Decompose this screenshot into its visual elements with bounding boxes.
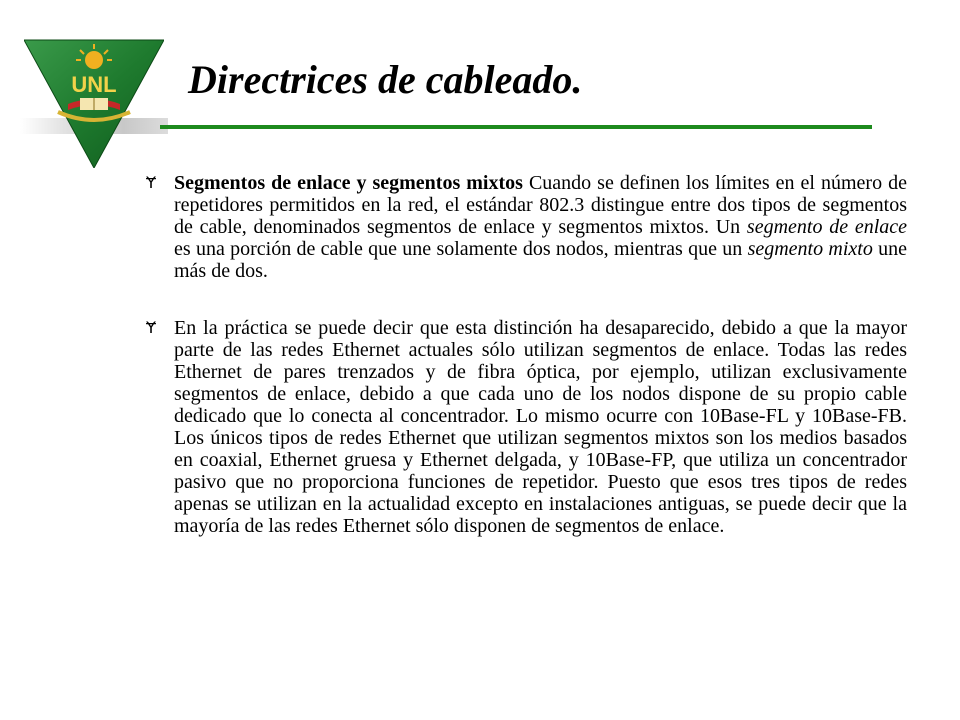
bullet-marker-icon: Ɏ: [146, 318, 156, 337]
bullet-paragraph-2: [142, 317, 907, 537]
bullet-1-italic-1: segmento de enlace: [746, 216, 908, 238]
bullet-2-text: En la práctica se puede decir que esta distinción ha desaparecido, debido a que la mayor parte de las redes Ethernet actuales sólo utilizan segmentos de enlace. Todas las redes Ethernet de pares trenzados y de fibra óptica, por ejemplo, utilizan exclusivamente segmentos de enlace, debido a que cada uno de los nodos dispone de su propio cable dedicado que lo conecta al concentrador. Lo mismo ocurre con 10Base-FL y 10Base-FB. Los únicos tipos de redes Ethernet que utilizan segmentos mixtos son los medios basados en coaxial, Ethernet gruesa y Ethernet delgada, y 10Base-FP, que utiliza un concentrador pasivo que no proporciona funciones de repetidor. Puesto que esos tres tipos de redes apenas se utilizan en la actualidad excepto en instalaciones antiguas, se puede decir que la mayoría de las redes Ethernet sólo disponen de segmentos de enlace.: [174, 317, 907, 537]
bullet-1-text-1: Cuando se definen los límites en el número de repetidores permitidos en la red, el estándar 802.3 distingue entre dos tipos de segmentos de cable, denominados segmentos de enlace y segmentos mixtos. Un: [174, 172, 907, 238]
bullet-1-italic-2: segmento mixto: [747, 238, 873, 260]
bullet-1-bold-lead: Segmentos de enlace y segmentos mixtos: [174, 172, 523, 194]
bullet-paragraph-1: [142, 172, 907, 282]
bullet-1-text-2: es una porción de cable que une solamente dos nodos, mientras que un: [174, 238, 748, 260]
page-title: Directrices de cableado.: [188, 57, 583, 102]
title-underline: [160, 125, 872, 129]
bullet-1-text-3: une más de dos.: [174, 238, 907, 282]
bullet-marker-icon: Ɏ: [146, 173, 156, 192]
university-logo-icon: [24, 38, 164, 168]
content-body: [142, 172, 907, 572]
logo-letters: UNL: [71, 72, 117, 97]
